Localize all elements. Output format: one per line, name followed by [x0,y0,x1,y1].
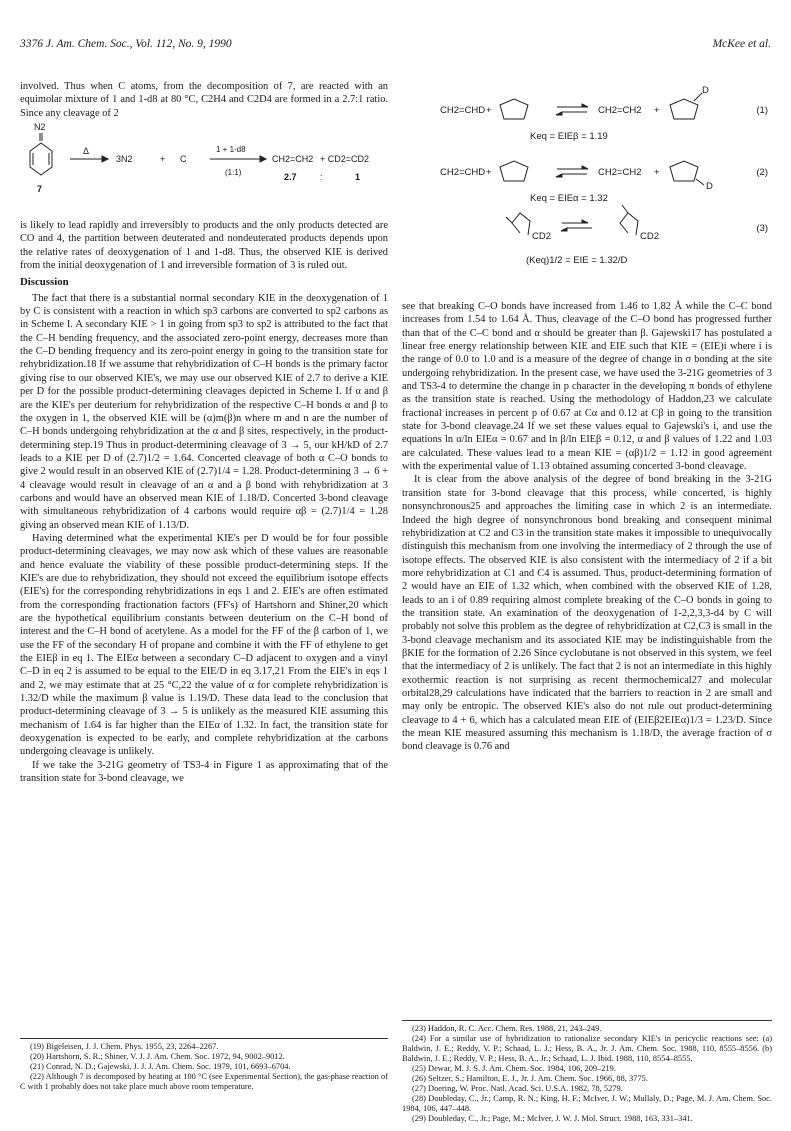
eq2-product: CH2=CH2 [598,167,642,178]
section-heading: Discussion [20,276,69,289]
compound-label: 7 [37,184,43,195]
product-ethylene: CH2=CH2 [272,154,314,165]
paragraph: involved. Thus when C atoms, from the decomposition of 7, are reacted with an equimolar mixture of 1 and 1-d8 at 80 °C, C2H4 and C2D4 are formed in a 2.7:1 ratio. Since any cleavage of 2 [20,81,388,119]
ratio-value-a: 2.7 [284,172,297,183]
cd2-label: CD2 [640,231,660,242]
eq2-reactant: CH2=CHD [440,167,486,178]
footnotes-right [402,1020,772,1124]
n2-label: N2 [34,122,46,133]
plus-sign: + [486,167,492,178]
equation-number: (3) [756,223,768,234]
footnote: (22) Although 7 is decomposed by heating at 100 °C (see Experimental Section), the gas-phase reaction of C with 1 probably does not take place much above room temperature. [20,1072,388,1091]
eq1-constant: Keq = EIEβ = 1.19 [530,131,608,142]
ratio-value-b: 1 [355,172,361,183]
paragraph: see that breaking C–O bonds have increased from 1.46 to 1.82 Å while the C–C bond increases from 1.54 to 1.64 Å. Thus, cleavage of the C–O bond has progressed further than that of the C–C bond and α should be greater than β. Gajewski17 has postulated a linear free energy relationship between KIE and EIE such that KIE = (EIE)i where i is the range of 0.0 to 1.0 and is a measure of the degree of change in σ bonding at the site undergoing rehybridization. In the present case, we have used the 3-21G geometries of 3 and TS3-4 to determine the change in p character in the developing π bonds of ethylene as the transition state is reached. Using the methodology of Haddon,23 we calculate fractional increases in percent p of 0.67 at Cα and 0.12 at Cβ in going to the transition state for 3-bond cleavage.24 If we set these values equal to Gajewski's i, and use the equations ln α/ln EIEα = 0.67 and ln β/ln EIEβ = 0.12, α and β values of 1.22 and 1.03 are calculated. These values lead to a mean KIE = (αβ)1/2 = 1.12 in good agreement with the experimental value of 1.13 obtained assuming concerted 3-bond cleavage. [402,301,772,473]
deuterium-label: D [706,181,713,192]
product-ethylene-d4: + CD2=CD2 [320,154,370,165]
footnote: (24) For a similar use of hybridization to rationalize secondary KIE's in pericyclic reactions see: (a) Baldwin, J. E.; Reddy, V. P.; Schaad, L. J.; Hess, B. A., Jr. J. Am. Chem. Soc. 1988, 110, 8555–8556. (b) Baldwin, J. E.; Reddy, V. P.; Hess, B. A., Jr.; Schaad, L. J. Ibid. 1988, 110, 8554–8555. [402,1034,772,1063]
footnote: (26) Seltzer, S.; Hamilton, E. J., Jr. J. Am. Chem. Soc. 1966, 88, 3775. [412,1074,648,1083]
footnote: (29) Doubleday, C., Jr.; Page, M.; McIver, J. W. J. Mol. Struct. 1988, 163, 331–341. [412,1114,693,1123]
paragraph: is likely to lead rapidly and irreversibly to products and the only products detected are CO and 4, the partition between deuterated and nondeuterated products depends upon the relative rates of deoxygenation of 1 and 1-d8. Thus, the observed KIE is derived from the initial deoxygenation of 1 and irreversible formation of 3 is ruled out. [20,220,388,272]
arrow-heat-label: Δ [83,146,90,157]
left-column [20,80,388,785]
equations-block [402,85,772,290]
plus-sign: + [160,154,166,165]
footnote: (28) Doubleday, C., Jr.; Camp, R. N.; King, H. F.; McIver, J. W.; Mullaly, D.; Page, M. J. Am. Chem. Soc. 1984, 106, 447–448. [402,1094,772,1113]
plus-sign: + [486,105,492,116]
deuterium-label: D [702,85,709,96]
paragraph: The fact that there is a substantial normal secondary KIE in the deoxygenation of 1 by C is consistent with a reaction in which sp3 carbons are converted to sp2 carbons as in Scheme I. A secondary KIE > 1 in going from sp3 to sp2 is attributed to the fact that the C–H bending frequency, and the associated zero-point energy, decreases more than the C–D bending frequency and its zero-point energy in going to the transition state for rehybridization.18 If we assume that rehybridization of C–H bonds is the primary factor giving rise to our observed KIE's, we may use our observed KIE of 2.7 to derive a KIE per D for the possible product-determining cleavages depicted in Scheme I. If α and β are the KIE's per deuterium for rehybridization of the respective C–H bonds α and β to the oxygen in 1, the observed KIE will be (α)m(β)n where m and n are the number of C–H bonds undergoing rehybridization at the α and β sites, respectively, in the product-determining step.19 Thus in product-determining cleavage of 3 → 5, our kH/kD of 2.7 leads to a KIE per D of (2.7)1/2 = 1.64. Concerted cleavage of both α C–O bonds to give 2 would result in an observed KIE of (2.7)1/4 = 1.28. Product-determining 3 → 6 + 4 cleavage would result in cleavage of an α and a β bond with rehybridization at 3 carbons and would have an observed mean KIE of 1.18/D. Concerted 3-bond cleavage with simultaneous rehybridization of 4 carbons would require αβ = (2.7)1/4 = 1.28 giving an observed mean KIE of 1.13/D. [20,292,388,531]
tetrazine-structure [20,121,388,217]
footnote: (20) Hartshorn, S. R.; Shiner, V. J. J. Am. Chem. Soc. 1972, 94, 9002–9012. [30,1052,285,1061]
carbon-atom: C [180,154,187,165]
paragraph: Having determined what the experimental KIE's per D would be for four possible product-determining cleavages, we may now ask which of these values are reasonable and hence evaluate the viability of these possible product-determining steps. If the KIE's are due to rehybridization, they should not exceed the equilibrium isotope effects (EIE's) for the corresponding rehybridizations in eqs 1 and 2. EIE's are often estimated from the corresponding fractionation factors (FF's) of Hartshorn and Shiner,20 which are the hypothetical equilibrium constants between deuterium on the C–H bond of interest and the C–H bond of acetylene. As a model for the FF of the β carbon of 1, we use the FF of the secondary H of propane and combine it with the FF of ethylene to get the EIEβ in eq 1. The EIEα between a secondary C–D adjacent to oxygen and a vinyl C–D in eq 2 is assumed to be equal to the EIE/D in eq 3.17,21 From the EIE's in eqs 1 and 2, we may estimate that at 25 °C,22 the value of α for complete rehybridization is 1.32/D while the maximum β value is 1.19/D. These data lead to the conclusion that product-determining cleavage of 3 → 5 is unlikely as the measured KIE assuming this mechanism of 1.64 is far higher than the EIEα of 1.32. In fact, the transition state for deoxygenation is expected to be early, and complete rehybridization at the carbons undergoing cleavage is unlikely. [20,532,388,758]
running-header [20,38,771,54]
eq2-constant: Keq = EIEα = 1.32 [530,193,608,204]
footnote: (21) Conrad, N. D.; Gajewski, J. J. J. Am. Chem. Soc. 1979, 101, 6693–6704. [30,1062,291,1071]
product-nitrogen: 3N2 [116,154,133,165]
paragraph: If we take the 3-21G geometry of TS3-4 in Figure 1 as approximating that of the transition state for 3-bond cleavage, we [20,759,388,785]
footnote: (19) Bigeleisen, J. J. Chem. Phys. 1955, 23, 2264–2267. [30,1042,219,1051]
footnote: (23) Haddon, R. C. Acc. Chem. Res. 1988, 21, 243–249. [412,1024,602,1033]
equation-number: (2) [756,167,768,178]
right-column [402,300,772,754]
eq1-reactant: CH2=CHD [440,105,486,116]
footnotes-left [20,1038,388,1092]
eq1-product: CH2=CH2 [598,105,642,116]
journal-citation: 3376 J. Am. Chem. Soc., Vol. 112, No. 9, 1990 [20,38,232,50]
footnote: (25) Dewar, M. J. S. J. Am. Chem. Soc. 1984, 106, 209–219. [412,1064,616,1073]
ratio-separator: : [320,172,323,183]
authors-header: McKee et al. [712,38,771,50]
eq3-constant: (Keq)1/2 = EIE = 1.32/D [526,255,628,266]
reaction-scheme [20,121,388,217]
plus-sign: + [654,167,660,178]
arrow-reagent-label: 1 + 1-d8 [216,145,246,155]
footnote: (27) Doering, W. Proc. Natl. Acad. Sci. U.S.A. 1982, 78, 5279. [412,1084,623,1093]
paragraph: It is clear from the above analysis of the degree of bond breaking in the 3-21G transition state for 3-bond cleavage that this process, while concerted, is highly nonsynchronous25 and approaches the limiting case in which 2 is an intermediate. Indeed the high degree of nonsynchronous bond breaking and consequent minimal rehybridization at C2 and C3 in the transition state makes it impossible to unequivocally distinguish this mechanism from one involving the intermediacy of 2 through the use of isotope effects. The observed KIE is also consistent with the intermediacy of 2 if a bit more rehybridization at C1 and C4 is assumed. Thus, product-determining formation of 2 would have an EIE of 1.32 which, when combined with the observed KIE of 1.28, leads to an i of 0.89 requiring almost complete breaking of the C–O bonds in going to the transition state. An examination of the deoxygenation of 1-2,2,3,3-d4 by C will probably not solve this problem as the degree of rehybridization at C2,C3 is small in the 3-bond cleavage mechanism and its associated KIE may be indistinguishable from the βKIE for the formation of 2.26 Since cyclobutane is not observed in this system, we feel that the intermediacy of 2 is unlikely. The fact that 2 is not an intermediate in this highly exothermic reaction is not surprising as recent thermochemical27 and molecular orbital28,29 calculations have indicated that the barriers to reaction in 2 are small and may only be entropic. The observed KIE's also do not rule out product-determining cleavage to 4 + 6, which has a calculated mean EIE of (EIEβ2EIEα)1/3 = 1.23/D. Since the mean KIE measured assuming this mechanism is 1.18/D, the average fraction of σ bond cleavage is 0.76 and [402,474,772,753]
equation-number: (1) [756,105,768,116]
cd2-label: CD2 [532,231,552,242]
plus-sign: + [654,105,660,116]
arrow-ratio-label: (1:1) [225,168,242,178]
